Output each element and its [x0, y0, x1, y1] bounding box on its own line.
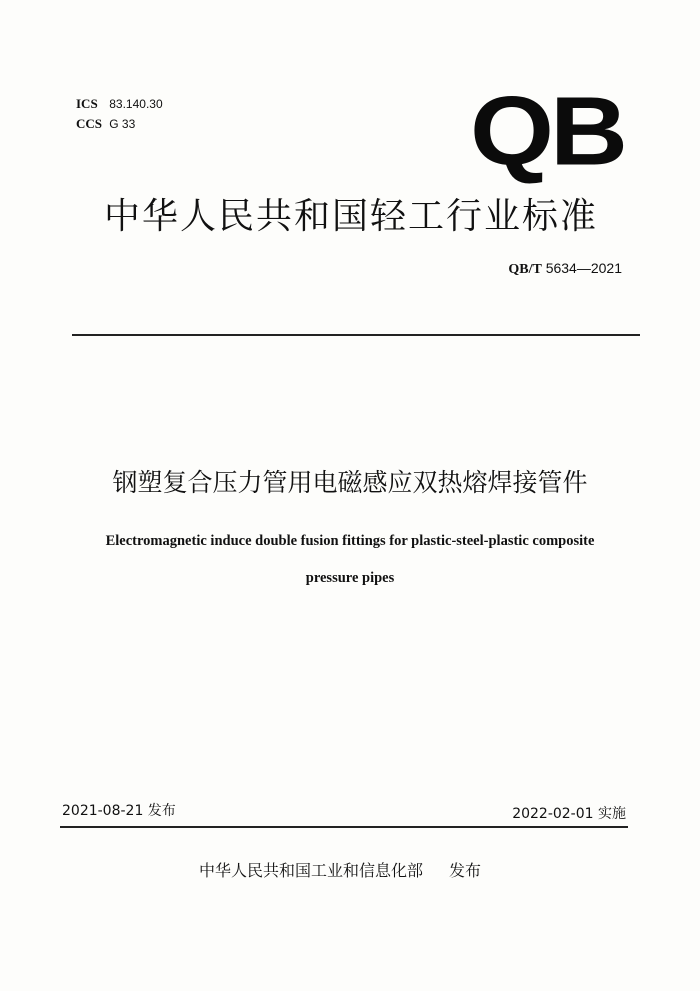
standard-number: [508, 260, 622, 278]
english-title-line-1: Electromagnetic induce double fusion fittings for plastic-steel-plastic composite: [105, 533, 595, 549]
chinese-title: 钢塑复合压力管用电磁感应双热熔焊接管件: [112, 468, 588, 497]
issuer-action: 发布: [449, 861, 482, 880]
ccs-value: G 33: [109, 117, 136, 131]
qb-logo: QB: [470, 76, 624, 185]
top-divider: [72, 334, 640, 336]
english-title-line-2: pressure pipes: [305, 570, 395, 586]
industry-standard-title: 中华人民共和国轻工行业标准: [103, 196, 598, 237]
ccs-code: [76, 116, 135, 132]
ics-label: ICS: [76, 96, 98, 111]
standard-code: 5634—2021: [545, 260, 622, 276]
issuer: [40, 860, 640, 882]
issuer-name: 中华人民共和国工业和信息化部: [198, 861, 423, 880]
ics-value: 83.140.30: [109, 97, 163, 111]
issue-date: 2021-08-21 发布: [62, 803, 176, 819]
bottom-divider: [60, 826, 628, 828]
ccs-label: CCS: [76, 116, 103, 131]
implementation-date: 2022-02-01 实施: [512, 806, 626, 822]
standard-prefix: QB/T: [508, 262, 542, 277]
ics-code: [76, 96, 163, 112]
